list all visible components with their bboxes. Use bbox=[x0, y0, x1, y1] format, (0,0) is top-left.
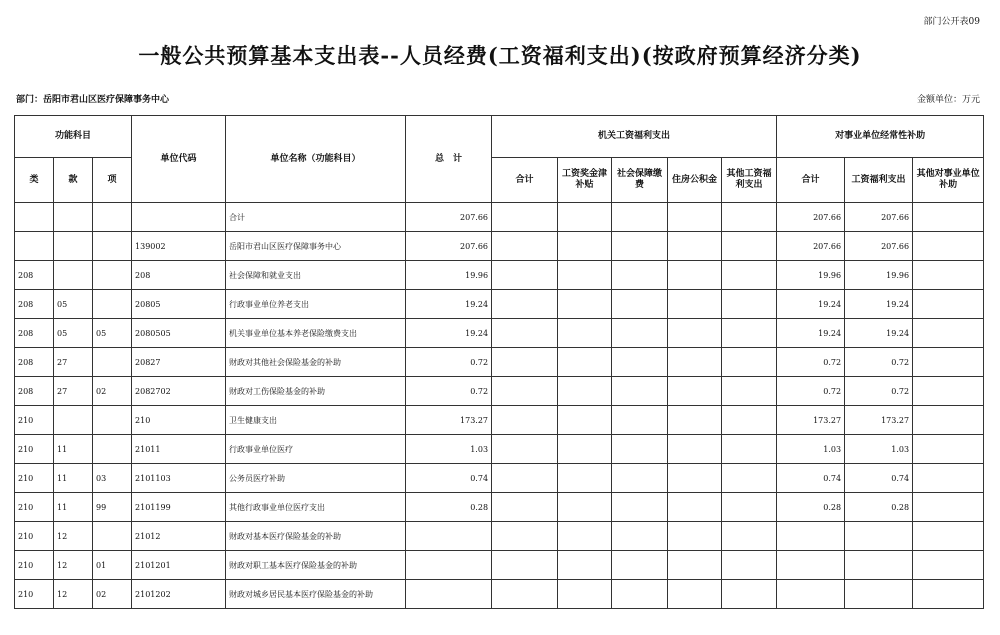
cell-subsidy-value: 207.66 bbox=[777, 203, 845, 232]
cell-subsidy-value bbox=[913, 348, 984, 377]
cell-lei: 208 bbox=[15, 290, 54, 319]
cell-total: 207.66 bbox=[406, 203, 492, 232]
cell-agency-value bbox=[612, 203, 668, 232]
cell-agency-value bbox=[722, 580, 777, 609]
cell-xiang bbox=[93, 348, 132, 377]
cell-kuan: 27 bbox=[54, 348, 93, 377]
subsidy-col-header: 工资福利支出 bbox=[845, 158, 913, 203]
cell-kuan: 12 bbox=[54, 551, 93, 580]
cell-subsidy-value: 0.28 bbox=[777, 493, 845, 522]
cell-lei: 208 bbox=[15, 377, 54, 406]
cell-agency-value bbox=[492, 232, 558, 261]
cell-lei: 210 bbox=[15, 580, 54, 609]
cell-lei: 210 bbox=[15, 493, 54, 522]
cell-agency-value bbox=[612, 522, 668, 551]
cell-agency-value bbox=[722, 522, 777, 551]
cell-agency-value bbox=[492, 580, 558, 609]
cell-agency-value bbox=[722, 493, 777, 522]
table-row bbox=[15, 261, 984, 290]
agency-col-header: 合计 bbox=[492, 158, 558, 203]
cell-kuan: 05 bbox=[54, 319, 93, 348]
cell-unit-code: 210 bbox=[132, 406, 226, 435]
cell-agency-value bbox=[558, 406, 612, 435]
cell-subsidy-value: 1.03 bbox=[845, 435, 913, 464]
cell-agency-value bbox=[558, 580, 612, 609]
cell-agency-value bbox=[668, 232, 722, 261]
budget-table bbox=[14, 115, 984, 609]
cell-agency-value bbox=[492, 319, 558, 348]
table-row bbox=[15, 406, 984, 435]
cell-agency-value bbox=[558, 319, 612, 348]
table-row bbox=[15, 377, 984, 406]
cell-kuan: 27 bbox=[54, 377, 93, 406]
cell-agency-value bbox=[668, 406, 722, 435]
cell-subsidy-value bbox=[913, 435, 984, 464]
cell-agency-value bbox=[558, 464, 612, 493]
cell-unit-code: 2101103 bbox=[132, 464, 226, 493]
cell-kuan bbox=[54, 261, 93, 290]
cell-subsidy-value bbox=[913, 232, 984, 261]
cell-lei: 208 bbox=[15, 319, 54, 348]
unit-code-header: 单位代码 bbox=[132, 116, 226, 203]
cell-subsidy-value: 207.66 bbox=[845, 232, 913, 261]
cell-agency-value bbox=[722, 551, 777, 580]
cell-unit-name: 岳阳市君山区医疗保障事务中心 bbox=[226, 232, 406, 261]
cell-xiang bbox=[93, 261, 132, 290]
cell-agency-value bbox=[612, 319, 668, 348]
cell-agency-value bbox=[558, 203, 612, 232]
cell-lei: 210 bbox=[15, 551, 54, 580]
cell-subsidy-value: 0.72 bbox=[777, 348, 845, 377]
cell-agency-value bbox=[558, 290, 612, 319]
cell-agency-value bbox=[612, 464, 668, 493]
cell-agency-value bbox=[558, 551, 612, 580]
cell-subsidy-value bbox=[913, 493, 984, 522]
cell-agency-value bbox=[668, 493, 722, 522]
department-label: 部门：岳阳市君山区医疗保障事务中心 bbox=[16, 95, 170, 105]
cell-unit-code: 21012 bbox=[132, 522, 226, 551]
cell-agency-value bbox=[612, 406, 668, 435]
cell-xiang bbox=[93, 232, 132, 261]
cell-subsidy-value bbox=[913, 261, 984, 290]
cell-kuan bbox=[54, 406, 93, 435]
cell-subsidy-value bbox=[913, 522, 984, 551]
subsidy-group-header: 对事业单位经常性补助 bbox=[777, 116, 984, 158]
cell-agency-value bbox=[492, 435, 558, 464]
cell-agency-value bbox=[722, 203, 777, 232]
cell-agency-value bbox=[492, 348, 558, 377]
cell-unit-code: 2101199 bbox=[132, 493, 226, 522]
cell-kuan: 12 bbox=[54, 580, 93, 609]
cell-kuan: 11 bbox=[54, 435, 93, 464]
cell-lei: 210 bbox=[15, 522, 54, 551]
cell-lei: 208 bbox=[15, 261, 54, 290]
cell-xiang bbox=[93, 290, 132, 319]
cell-lei bbox=[15, 232, 54, 261]
cell-unit-code: 20827 bbox=[132, 348, 226, 377]
cell-subsidy-value bbox=[913, 377, 984, 406]
cell-subsidy-value bbox=[777, 551, 845, 580]
table-body bbox=[15, 203, 984, 609]
cell-unit-code: 20805 bbox=[132, 290, 226, 319]
cell-total: 1.03 bbox=[406, 435, 492, 464]
cell-subsidy-value bbox=[777, 522, 845, 551]
cell-subsidy-value: 0.74 bbox=[845, 464, 913, 493]
cell-agency-value bbox=[612, 232, 668, 261]
cell-unit-name: 卫生健康支出 bbox=[226, 406, 406, 435]
table-number-label: 部门公开表09 bbox=[923, 17, 980, 27]
cell-total: 19.24 bbox=[406, 290, 492, 319]
cell-subsidy-value: 0.72 bbox=[845, 348, 913, 377]
cell-unit-code bbox=[132, 203, 226, 232]
cell-agency-value bbox=[558, 261, 612, 290]
cell-xiang: 05 bbox=[93, 319, 132, 348]
cell-xiang bbox=[93, 203, 132, 232]
table-row bbox=[15, 493, 984, 522]
cell-unit-name: 社会保障和就业支出 bbox=[226, 261, 406, 290]
table-row bbox=[15, 551, 984, 580]
cell-agency-value bbox=[492, 261, 558, 290]
cell-xiang bbox=[93, 522, 132, 551]
cell-unit-name: 其他行政事业单位医疗支出 bbox=[226, 493, 406, 522]
cell-xiang: 02 bbox=[93, 377, 132, 406]
cell-agency-value bbox=[668, 580, 722, 609]
cell-agency-value bbox=[558, 348, 612, 377]
cell-agency-value bbox=[558, 377, 612, 406]
cell-xiang: 99 bbox=[93, 493, 132, 522]
cell-agency-value bbox=[612, 551, 668, 580]
table-row bbox=[15, 319, 984, 348]
cell-agency-value bbox=[668, 551, 722, 580]
table-row bbox=[15, 203, 984, 232]
cell-unit-name: 合计 bbox=[226, 203, 406, 232]
cell-agency-value bbox=[492, 377, 558, 406]
cell-subsidy-value: 19.24 bbox=[777, 319, 845, 348]
cell-total bbox=[406, 580, 492, 609]
cell-kuan bbox=[54, 203, 93, 232]
cell-total: 0.74 bbox=[406, 464, 492, 493]
table-row bbox=[15, 290, 984, 319]
cell-agency-value bbox=[558, 435, 612, 464]
cell-agency-value bbox=[558, 493, 612, 522]
cell-subsidy-value bbox=[845, 580, 913, 609]
cell-unit-name: 机关事业单位基本养老保险缴费支出 bbox=[226, 319, 406, 348]
cell-unit-name: 公务员医疗补助 bbox=[226, 464, 406, 493]
amount-unit-label: 金额单位：万元 bbox=[916, 95, 980, 105]
cell-unit-name: 行政事业单位医疗 bbox=[226, 435, 406, 464]
cell-agency-value bbox=[722, 464, 777, 493]
cell-agency-value bbox=[668, 522, 722, 551]
cell-agency-value bbox=[492, 290, 558, 319]
cell-kuan bbox=[54, 232, 93, 261]
cell-unit-name: 财政对基本医疗保险基金的补助 bbox=[226, 522, 406, 551]
cell-total bbox=[406, 551, 492, 580]
cell-subsidy-value: 207.66 bbox=[845, 203, 913, 232]
cell-subsidy-value bbox=[913, 290, 984, 319]
cell-subsidy-value bbox=[913, 464, 984, 493]
cell-agency-value bbox=[722, 232, 777, 261]
cell-unit-code: 139002 bbox=[132, 232, 226, 261]
cell-agency-value bbox=[612, 261, 668, 290]
cell-unit-code: 21011 bbox=[132, 435, 226, 464]
cell-agency-value bbox=[612, 435, 668, 464]
cell-subsidy-value: 1.03 bbox=[777, 435, 845, 464]
cell-xiang: 01 bbox=[93, 551, 132, 580]
cell-agency-value bbox=[668, 377, 722, 406]
cell-kuan: 12 bbox=[54, 522, 93, 551]
cell-subsidy-value bbox=[913, 203, 984, 232]
cell-agency-value bbox=[722, 348, 777, 377]
lei-header: 类 bbox=[15, 158, 54, 203]
cell-agency-value bbox=[492, 493, 558, 522]
table-row bbox=[15, 464, 984, 493]
cell-lei: 208 bbox=[15, 348, 54, 377]
cell-total: 19.24 bbox=[406, 319, 492, 348]
cell-total: 207.66 bbox=[406, 232, 492, 261]
cell-xiang bbox=[93, 406, 132, 435]
cell-agency-value bbox=[668, 464, 722, 493]
cell-unit-name: 财政对城乡居民基本医疗保险基金的补助 bbox=[226, 580, 406, 609]
cell-agency-value bbox=[668, 261, 722, 290]
cell-subsidy-value: 173.27 bbox=[845, 406, 913, 435]
cell-total: 0.72 bbox=[406, 377, 492, 406]
unit-name-header: 单位名称（功能科目） bbox=[226, 116, 406, 203]
cell-kuan: 11 bbox=[54, 493, 93, 522]
cell-agency-value bbox=[492, 522, 558, 551]
cell-subsidy-value bbox=[913, 551, 984, 580]
page-title: 一般公共预算基本支出表--人员经费(工资福利支出)(按政府预算经济分类) bbox=[138, 43, 862, 68]
cell-agency-value bbox=[722, 435, 777, 464]
cell-unit-name: 财政对工伤保险基金的补助 bbox=[226, 377, 406, 406]
agency-col-header: 住房公积金 bbox=[668, 158, 722, 203]
cell-agency-value bbox=[668, 319, 722, 348]
cell-agency-value bbox=[722, 319, 777, 348]
cell-unit-code: 208 bbox=[132, 261, 226, 290]
cell-agency-value bbox=[722, 261, 777, 290]
cell-lei: 210 bbox=[15, 464, 54, 493]
cell-subsidy-value bbox=[845, 522, 913, 551]
cell-agency-value bbox=[492, 464, 558, 493]
cell-agency-value bbox=[722, 406, 777, 435]
xiang-header: 项 bbox=[93, 158, 132, 203]
cell-agency-value bbox=[668, 290, 722, 319]
table-row bbox=[15, 522, 984, 551]
cell-subsidy-value: 19.96 bbox=[777, 261, 845, 290]
cell-subsidy-value bbox=[913, 406, 984, 435]
cell-unit-code: 2101202 bbox=[132, 580, 226, 609]
cell-agency-value bbox=[558, 232, 612, 261]
cell-agency-value bbox=[722, 290, 777, 319]
cell-subsidy-value bbox=[913, 319, 984, 348]
cell-subsidy-value: 19.96 bbox=[845, 261, 913, 290]
cell-subsidy-value: 0.72 bbox=[845, 377, 913, 406]
agency-col-header: 其他工资福利支出 bbox=[722, 158, 777, 203]
cell-agency-value bbox=[612, 348, 668, 377]
cell-agency-value bbox=[492, 406, 558, 435]
cell-agency-value bbox=[668, 435, 722, 464]
agency-group-header: 机关工资福利支出 bbox=[492, 116, 777, 158]
cell-lei: 210 bbox=[15, 406, 54, 435]
kuan-header: 款 bbox=[54, 158, 93, 203]
cell-subsidy-value: 207.66 bbox=[777, 232, 845, 261]
cell-unit-code: 2101201 bbox=[132, 551, 226, 580]
cell-agency-value bbox=[612, 580, 668, 609]
cell-unit-code: 2082702 bbox=[132, 377, 226, 406]
cell-unit-code: 2080505 bbox=[132, 319, 226, 348]
cell-subsidy-value: 19.24 bbox=[845, 290, 913, 319]
subsidy-col-header: 合计 bbox=[777, 158, 845, 203]
agency-col-header: 社会保障缴费 bbox=[612, 158, 668, 203]
table-row bbox=[15, 348, 984, 377]
cell-subsidy-value: 0.72 bbox=[777, 377, 845, 406]
cell-agency-value bbox=[612, 493, 668, 522]
cell-unit-name: 财政对职工基本医疗保险基金的补助 bbox=[226, 551, 406, 580]
cell-subsidy-value: 19.24 bbox=[777, 290, 845, 319]
cell-total: 173.27 bbox=[406, 406, 492, 435]
cell-xiang: 02 bbox=[93, 580, 132, 609]
cell-kuan: 05 bbox=[54, 290, 93, 319]
cell-agency-value bbox=[668, 203, 722, 232]
cell-total: 0.28 bbox=[406, 493, 492, 522]
cell-subsidy-value: 173.27 bbox=[777, 406, 845, 435]
table-row bbox=[15, 232, 984, 261]
function-subject-header: 功能科目 bbox=[15, 116, 132, 158]
cell-agency-value bbox=[558, 522, 612, 551]
subsidy-col-header: 其他对事业单位补助 bbox=[913, 158, 984, 203]
cell-lei: 210 bbox=[15, 435, 54, 464]
cell-subsidy-value: 19.24 bbox=[845, 319, 913, 348]
cell-subsidy-value bbox=[777, 580, 845, 609]
cell-subsidy-value: 0.74 bbox=[777, 464, 845, 493]
table-row bbox=[15, 580, 984, 609]
cell-total bbox=[406, 522, 492, 551]
cell-agency-value bbox=[492, 203, 558, 232]
cell-lei bbox=[15, 203, 54, 232]
cell-agency-value bbox=[722, 377, 777, 406]
cell-unit-name: 财政对其他社会保险基金的补助 bbox=[226, 348, 406, 377]
agency-col-header: 工资奖金津补贴 bbox=[558, 158, 612, 203]
cell-xiang: 03 bbox=[93, 464, 132, 493]
cell-unit-name: 行政事业单位养老支出 bbox=[226, 290, 406, 319]
cell-agency-value bbox=[492, 551, 558, 580]
cell-subsidy-value bbox=[845, 551, 913, 580]
cell-total: 0.72 bbox=[406, 348, 492, 377]
cell-total: 19.96 bbox=[406, 261, 492, 290]
cell-kuan: 11 bbox=[54, 464, 93, 493]
cell-agency-value bbox=[612, 290, 668, 319]
table-row bbox=[15, 435, 984, 464]
cell-subsidy-value bbox=[913, 580, 984, 609]
cell-agency-value bbox=[612, 377, 668, 406]
cell-xiang bbox=[93, 435, 132, 464]
cell-agency-value bbox=[668, 348, 722, 377]
cell-subsidy-value: 0.28 bbox=[845, 493, 913, 522]
total-header: 总 计 bbox=[406, 116, 492, 203]
